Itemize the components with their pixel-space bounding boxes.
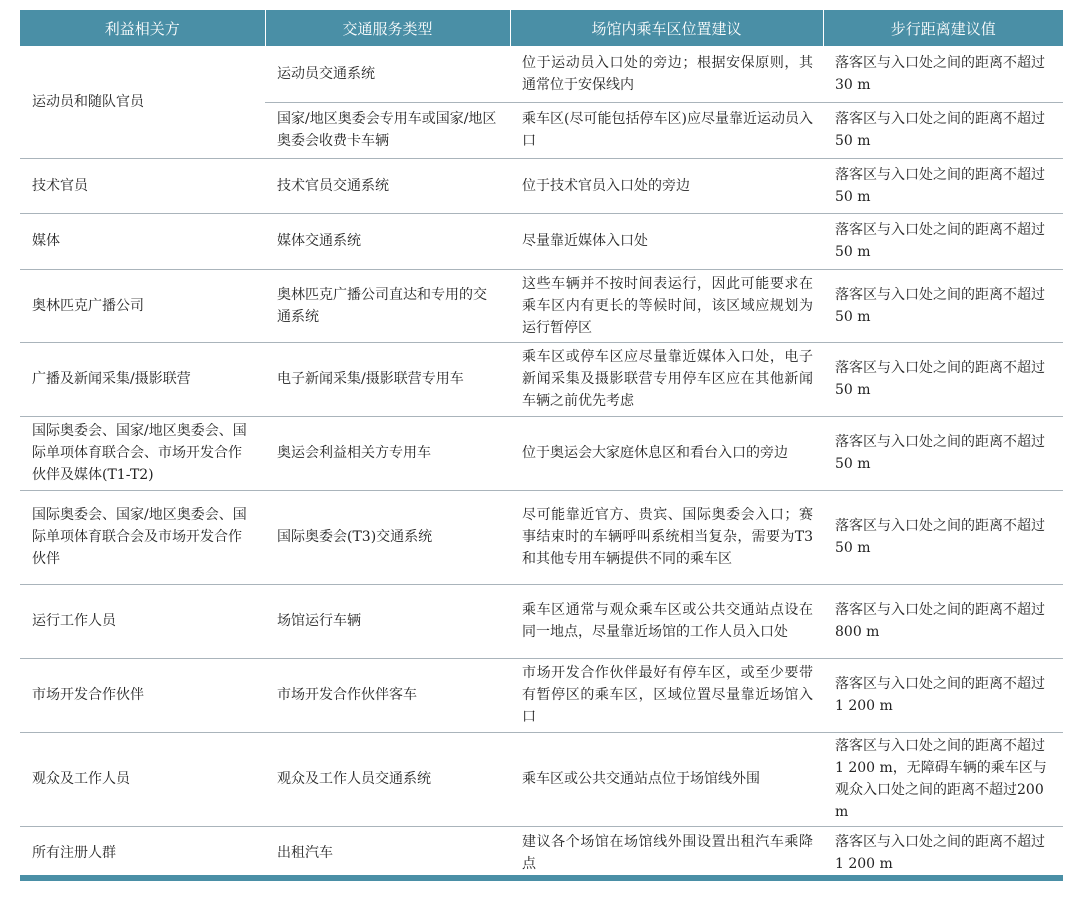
distance-cell: 落客区与入口处之间的距离不超过1 200 m bbox=[823, 658, 1063, 732]
bottom-rule bbox=[20, 875, 1063, 881]
distance-cell: 落客区与入口处之间的距离不超过50 m bbox=[823, 490, 1063, 584]
location-cell: 位于运动员入口处的旁边；根据安保原则，其通常位于安保线内 bbox=[510, 46, 823, 102]
distance-cell: 落客区与入口处之间的距离不超过 30 m bbox=[823, 46, 1063, 102]
service-cell: 市场开发合作伙伴客车 bbox=[265, 658, 510, 732]
transport-table bbox=[20, 10, 1063, 879]
distance-cell: 落客区与入口处之间的距离不超过1 200 m，无障碍车辆的乘车区与观众入口处之间的距离不超过200 m bbox=[823, 732, 1063, 826]
location-cell: 位于奥运会大家庭休息区和看台入口的旁边 bbox=[510, 416, 823, 490]
table-row bbox=[20, 46, 1063, 102]
location-cell: 乘车区或公共交通站点位于场馆线外围 bbox=[510, 732, 823, 826]
location-cell: 市场开发合作伙伴最好有停车区，或至少要带有暂停区的乘车区，区域位置尽量靠近场馆入口 bbox=[510, 658, 823, 732]
location-cell: 尽量靠近媒体入口处 bbox=[510, 213, 823, 269]
service-cell: 国家/地区奥委会专用车或国家/地区奥委会收费卡车辆 bbox=[265, 102, 510, 158]
stakeholder-cell: 观众及工作人员 bbox=[20, 732, 265, 826]
distance-cell: 落客区与入口处之间的距离不超过50 m bbox=[823, 158, 1063, 213]
distance-cell: 落客区与入口处之间的距离不超过50 m bbox=[823, 213, 1063, 269]
table-header-row bbox=[20, 10, 1063, 46]
service-cell: 出租汽车 bbox=[277, 844, 333, 861]
table-row bbox=[20, 213, 1063, 269]
table-row bbox=[20, 269, 1063, 342]
location-cell: 建议各个场馆在场馆线外围设置出租汽车乘降点 bbox=[522, 833, 813, 872]
stakeholder-cell: 技术官员 bbox=[20, 158, 265, 213]
location-cell: 尽可能靠近官方、贵宾、国际奥委会入口；赛事结束时的车辆呼叫系统相当复杂，需要为T3和其他专用车辆提供不同的乘车区 bbox=[510, 490, 823, 584]
stakeholder-cell: 媒体 bbox=[20, 213, 265, 269]
stakeholder-cell: 所有注册人群 bbox=[32, 844, 116, 861]
stakeholder-cell: 奥林匹克广播公司 bbox=[20, 269, 265, 342]
stakeholder-cell: 广播及新闻采集/摄影联营 bbox=[20, 342, 265, 416]
location-cell: 乘车区(尽可能包括停车区)应尽量靠近运动员入口 bbox=[510, 102, 823, 158]
distance-cell: 落客区与入口处之间的距离不超过50 m bbox=[823, 102, 1063, 158]
service-cell: 奥林匹克广播公司直达和专用的交通系统 bbox=[265, 269, 510, 342]
stakeholder-cell: 市场开发合作伙伴 bbox=[20, 658, 265, 732]
location-cell: 位于技术官员入口处的旁边 bbox=[510, 158, 823, 213]
header-stakeholder: 利益相关方 bbox=[20, 10, 265, 46]
service-cell: 国际奥委会(T3)交通系统 bbox=[265, 490, 510, 584]
service-cell: 运动员交通系统 bbox=[265, 46, 510, 102]
service-cell: 观众及工作人员交通系统 bbox=[265, 732, 510, 826]
table-row bbox=[20, 416, 1063, 490]
stakeholder-cell: 运行工作人员 bbox=[20, 584, 265, 658]
service-cell: 奥运会利益相关方专用车 bbox=[265, 416, 510, 490]
table-row bbox=[20, 732, 1063, 826]
service-cell: 技术官员交通系统 bbox=[265, 158, 510, 213]
service-cell: 场馆运行车辆 bbox=[265, 584, 510, 658]
stakeholder-cell: 国际奥委会、国家/地区奥委会、国际单项体育联合会、市场开发合作伙伴及媒体(T1-T2) bbox=[20, 416, 265, 490]
table-row bbox=[20, 158, 1063, 213]
service-cell: 电子新闻采集/摄影联营专用车 bbox=[265, 342, 510, 416]
header-location: 场馆内乘车区位置建议 bbox=[510, 10, 823, 46]
table-row bbox=[20, 584, 1063, 658]
stakeholder-cell: 运动员和随队官员 bbox=[20, 46, 265, 158]
table-row bbox=[20, 826, 1063, 879]
distance-cell: 落客区与入口处之间的距离不超过800 m bbox=[823, 584, 1063, 658]
header-service: 交通服务类型 bbox=[265, 10, 510, 46]
location-cell: 乘车区通常与观众乘车区或公共交通站点设在同一地点，尽量靠近场馆的工作人员入口处 bbox=[510, 584, 823, 658]
distance-cell: 落客区与入口处之间的距离不超过50 m bbox=[823, 416, 1063, 490]
header-distance: 步行距离建议值 bbox=[823, 10, 1063, 46]
location-cell: 这些车辆并不按时间表运行，因此可能要求在乘车区内有更长的等候时间，该区域应规划为运行暂停区 bbox=[510, 269, 823, 342]
table-row bbox=[20, 342, 1063, 416]
distance-cell: 落客区与入口处之间的距离不超过50 m bbox=[823, 269, 1063, 342]
location-cell: 乘车区或停车区应尽量靠近媒体入口处，电子新闻采集及摄影联营专用停车区应在其他新闻车辆之前优先考虑 bbox=[510, 342, 823, 416]
stakeholder-cell: 国际奥委会、国家/地区奥委会、国际单项体育联合会及市场开发合作伙伴 bbox=[20, 490, 265, 584]
service-cell: 媒体交通系统 bbox=[265, 213, 510, 269]
table-row bbox=[20, 490, 1063, 584]
distance-cell: 落客区与入口处之间的距离不超过1 200 m bbox=[835, 833, 1045, 872]
table-row bbox=[20, 658, 1063, 732]
distance-cell: 落客区与入口处之间的距离不超过50 m bbox=[823, 342, 1063, 416]
